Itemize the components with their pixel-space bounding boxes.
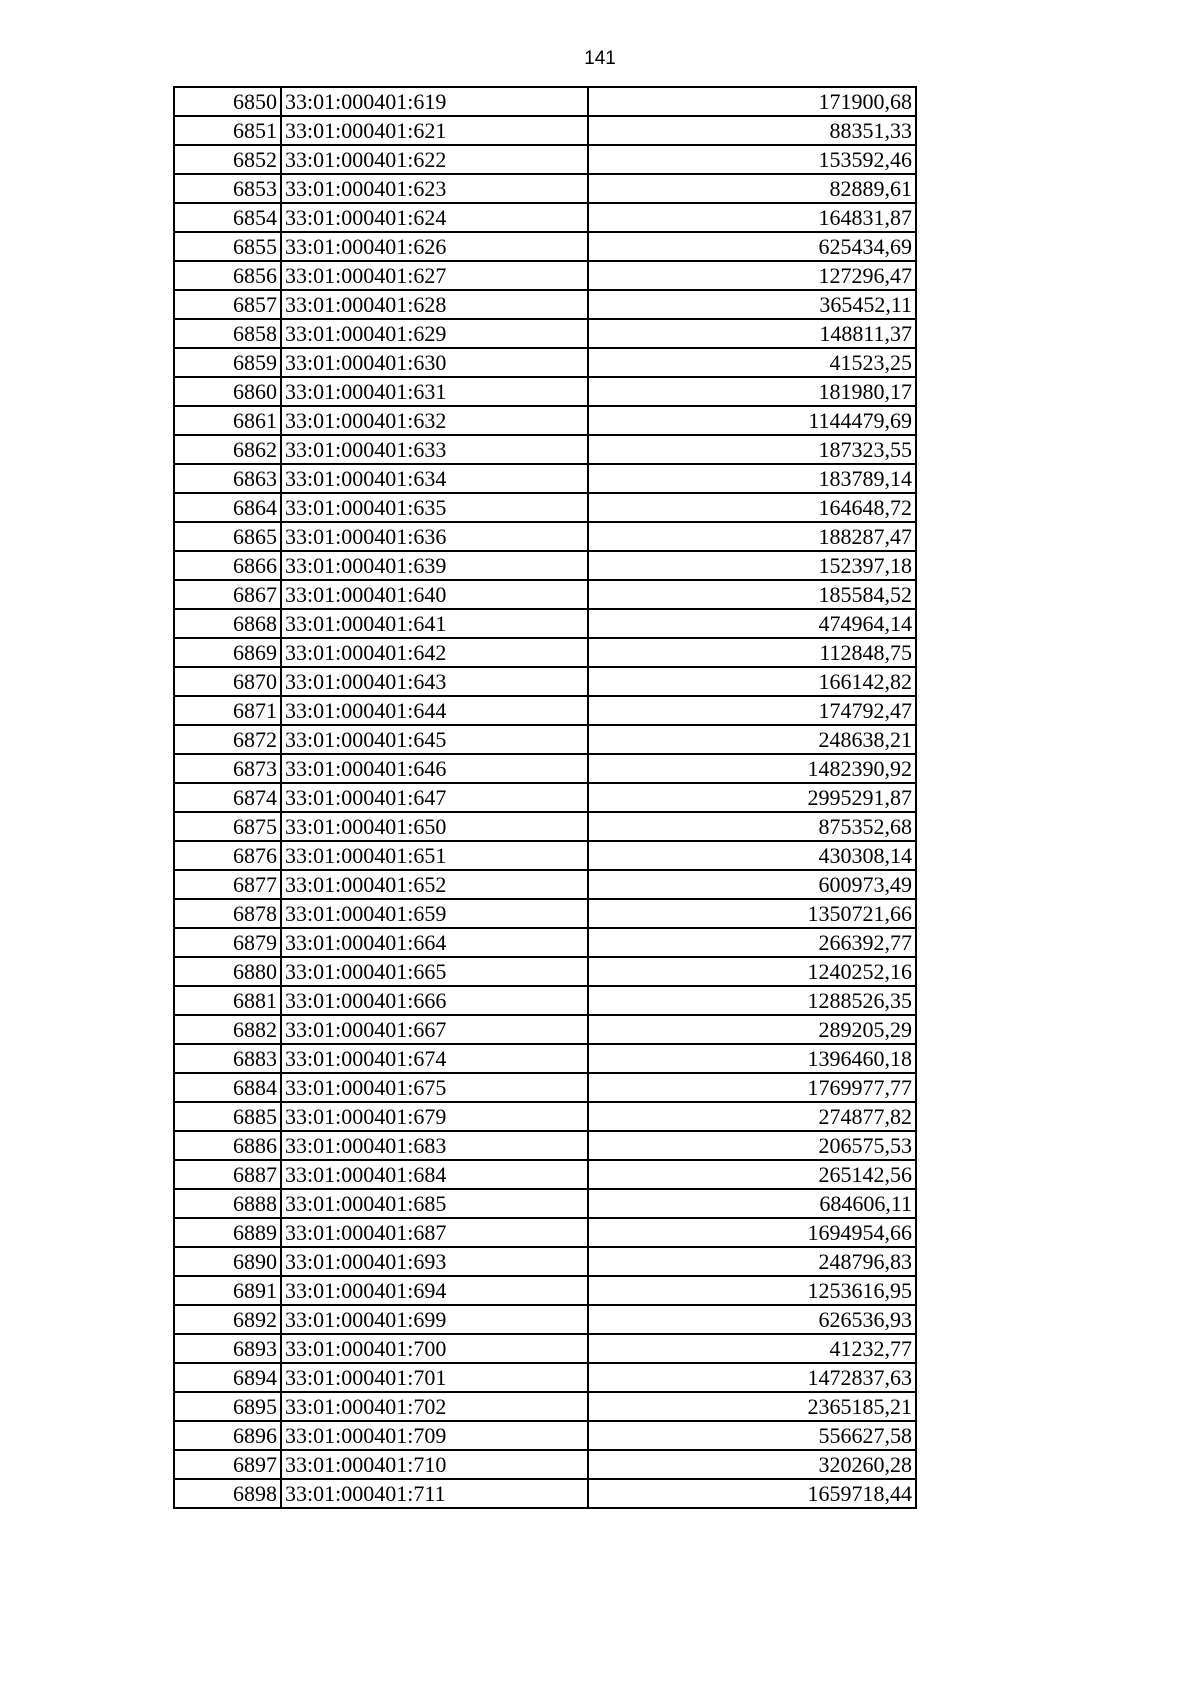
row-number-cell: 6860 — [174, 377, 281, 406]
table-row — [174, 522, 916, 551]
row-number-cell: 6872 — [174, 725, 281, 754]
row-number-cell: 6863 — [174, 464, 281, 493]
cadastral-value-cell: 1694954,66 — [588, 1218, 916, 1247]
table-row — [174, 87, 916, 116]
table-row — [174, 1218, 916, 1247]
cadastral-number-cell: 33:01:000401:701 — [281, 1363, 588, 1392]
cadastral-value-cell: 1472837,63 — [588, 1363, 916, 1392]
table-row — [174, 1392, 916, 1421]
table-row — [174, 986, 916, 1015]
cadastral-value-cell: 1659718,44 — [588, 1479, 916, 1508]
row-number-cell: 6886 — [174, 1131, 281, 1160]
cadastral-number-cell: 33:01:000401:699 — [281, 1305, 588, 1334]
row-number-cell: 6852 — [174, 145, 281, 174]
cadastral-number-cell: 33:01:000401:702 — [281, 1392, 588, 1421]
cadastral-number-cell: 33:01:000401:634 — [281, 464, 588, 493]
table-row — [174, 1102, 916, 1131]
cadastral-number-cell: 33:01:000401:621 — [281, 116, 588, 145]
cadastral-number-cell: 33:01:000401:675 — [281, 1073, 588, 1102]
row-number-cell: 6851 — [174, 116, 281, 145]
row-number-cell: 6881 — [174, 986, 281, 1015]
cadastral-number-cell: 33:01:000401:674 — [281, 1044, 588, 1073]
table-row — [174, 928, 916, 957]
table-row — [174, 609, 916, 638]
cadastral-number-cell: 33:01:000401:693 — [281, 1247, 588, 1276]
table-row — [174, 493, 916, 522]
row-number-cell: 6853 — [174, 174, 281, 203]
row-number-cell: 6868 — [174, 609, 281, 638]
cadastral-number-cell: 33:01:000401:622 — [281, 145, 588, 174]
cadastral-value-cell: 88351,33 — [588, 116, 916, 145]
table-row — [174, 1450, 916, 1479]
cadastral-number-cell: 33:01:000401:636 — [281, 522, 588, 551]
table-row — [174, 667, 916, 696]
cadastral-value-cell: 164831,87 — [588, 203, 916, 232]
cadastral-number-cell: 33:01:000401:632 — [281, 406, 588, 435]
cadastral-number-cell: 33:01:000401:626 — [281, 232, 588, 261]
row-number-cell: 6896 — [174, 1421, 281, 1450]
table-row — [174, 319, 916, 348]
cadastral-value-cell: 1396460,18 — [588, 1044, 916, 1073]
table-row — [174, 174, 916, 203]
row-number-cell: 6861 — [174, 406, 281, 435]
row-number-cell: 6859 — [174, 348, 281, 377]
cadastral-number-cell: 33:01:000401:666 — [281, 986, 588, 1015]
row-number-cell: 6873 — [174, 754, 281, 783]
table-row — [174, 551, 916, 580]
cadastral-value-table — [173, 86, 917, 1509]
cadastral-value-cell: 148811,37 — [588, 319, 916, 348]
cadastral-value-cell: 112848,75 — [588, 638, 916, 667]
table-row — [174, 116, 916, 145]
cadastral-number-cell: 33:01:000401:687 — [281, 1218, 588, 1247]
cadastral-value-cell: 274877,82 — [588, 1102, 916, 1131]
table-row — [174, 725, 916, 754]
table-row — [174, 1073, 916, 1102]
row-number-cell: 6890 — [174, 1247, 281, 1276]
cadastral-number-cell: 33:01:000401:659 — [281, 899, 588, 928]
cadastral-number-cell: 33:01:000401:700 — [281, 1334, 588, 1363]
cadastral-number-cell: 33:01:000401:667 — [281, 1015, 588, 1044]
cadastral-value-cell: 185584,52 — [588, 580, 916, 609]
table-row — [174, 580, 916, 609]
table-row — [174, 464, 916, 493]
row-number-cell: 6855 — [174, 232, 281, 261]
cadastral-number-cell: 33:01:000401:628 — [281, 290, 588, 319]
table-row — [174, 754, 916, 783]
cadastral-value-cell: 153592,46 — [588, 145, 916, 174]
cadastral-number-cell: 33:01:000401:665 — [281, 957, 588, 986]
cadastral-number-cell: 33:01:000401:679 — [281, 1102, 588, 1131]
cadastral-value-cell: 187323,55 — [588, 435, 916, 464]
cadastral-number-cell: 33:01:000401:619 — [281, 87, 588, 116]
table-row — [174, 1247, 916, 1276]
table-row — [174, 812, 916, 841]
cadastral-value-cell: 1240252,16 — [588, 957, 916, 986]
cadastral-value-cell: 600973,49 — [588, 870, 916, 899]
table-row — [174, 1189, 916, 1218]
cadastral-number-cell: 33:01:000401:641 — [281, 609, 588, 638]
table-row — [174, 406, 916, 435]
cadastral-number-cell: 33:01:000401:630 — [281, 348, 588, 377]
cadastral-value-cell: 265142,56 — [588, 1160, 916, 1189]
cadastral-number-cell: 33:01:000401:642 — [281, 638, 588, 667]
row-number-cell: 6887 — [174, 1160, 281, 1189]
cadastral-value-cell: 2995291,87 — [588, 783, 916, 812]
cadastral-number-cell: 33:01:000401:639 — [281, 551, 588, 580]
cadastral-number-cell: 33:01:000401:629 — [281, 319, 588, 348]
row-number-cell: 6893 — [174, 1334, 281, 1363]
table-row — [174, 1479, 916, 1508]
row-number-cell: 6866 — [174, 551, 281, 580]
row-number-cell: 6854 — [174, 203, 281, 232]
row-number-cell: 6867 — [174, 580, 281, 609]
table-row — [174, 232, 916, 261]
cadastral-number-cell: 33:01:000401:710 — [281, 1450, 588, 1479]
row-number-cell: 6888 — [174, 1189, 281, 1218]
cadastral-value-cell: 82889,61 — [588, 174, 916, 203]
cadastral-value-cell: 1144479,69 — [588, 406, 916, 435]
row-number-cell: 6870 — [174, 667, 281, 696]
table-row — [174, 261, 916, 290]
row-number-cell: 6869 — [174, 638, 281, 667]
cadastral-value-cell: 1288526,35 — [588, 986, 916, 1015]
cadastral-value-cell: 174792,47 — [588, 696, 916, 725]
table-row — [174, 1305, 916, 1334]
cadastral-value-cell: 625434,69 — [588, 232, 916, 261]
cadastral-value-cell: 164648,72 — [588, 493, 916, 522]
row-number-cell: 6882 — [174, 1015, 281, 1044]
row-number-cell: 6892 — [174, 1305, 281, 1334]
row-number-cell: 6895 — [174, 1392, 281, 1421]
cadastral-value-cell: 166142,82 — [588, 667, 916, 696]
table-row — [174, 638, 916, 667]
row-number-cell: 6856 — [174, 261, 281, 290]
table-row — [174, 696, 916, 725]
row-number-cell: 6858 — [174, 319, 281, 348]
row-number-cell: 6877 — [174, 870, 281, 899]
cadastral-number-cell: 33:01:000401:645 — [281, 725, 588, 754]
row-number-cell: 6885 — [174, 1102, 281, 1131]
cadastral-value-cell: 2365185,21 — [588, 1392, 916, 1421]
cadastral-number-cell: 33:01:000401:709 — [281, 1421, 588, 1450]
cadastral-number-cell: 33:01:000401:694 — [281, 1276, 588, 1305]
cadastral-value-cell: 1769977,77 — [588, 1073, 916, 1102]
cadastral-value-cell: 1253616,95 — [588, 1276, 916, 1305]
cadastral-number-cell: 33:01:000401:650 — [281, 812, 588, 841]
table-row — [174, 203, 916, 232]
cadastral-number-cell: 33:01:000401:631 — [281, 377, 588, 406]
cadastral-number-cell: 33:01:000401:685 — [281, 1189, 588, 1218]
cadastral-number-cell: 33:01:000401:643 — [281, 667, 588, 696]
cadastral-value-cell: 430308,14 — [588, 841, 916, 870]
row-number-cell: 6862 — [174, 435, 281, 464]
cadastral-value-cell: 41232,77 — [588, 1334, 916, 1363]
row-number-cell: 6898 — [174, 1479, 281, 1508]
table-row — [174, 957, 916, 986]
cadastral-value-cell: 171900,68 — [588, 87, 916, 116]
row-number-cell: 6884 — [174, 1073, 281, 1102]
table-row — [174, 1421, 916, 1450]
cadastral-value-cell: 188287,47 — [588, 522, 916, 551]
row-number-cell: 6883 — [174, 1044, 281, 1073]
row-number-cell: 6864 — [174, 493, 281, 522]
table-row — [174, 377, 916, 406]
cadastral-number-cell: 33:01:000401:627 — [281, 261, 588, 290]
cadastral-number-cell: 33:01:000401:623 — [281, 174, 588, 203]
row-number-cell: 6879 — [174, 928, 281, 957]
cadastral-number-cell: 33:01:000401:664 — [281, 928, 588, 957]
row-number-cell: 6857 — [174, 290, 281, 319]
cadastral-value-cell: 41523,25 — [588, 348, 916, 377]
table-row — [174, 783, 916, 812]
cadastral-value-cell: 626536,93 — [588, 1305, 916, 1334]
table-row — [174, 870, 916, 899]
row-number-cell: 6874 — [174, 783, 281, 812]
table-row — [174, 1276, 916, 1305]
table-row — [174, 348, 916, 377]
cadastral-value-cell: 556627,58 — [588, 1421, 916, 1450]
cadastral-value-cell: 127296,47 — [588, 261, 916, 290]
cadastral-value-cell: 289205,29 — [588, 1015, 916, 1044]
table-row — [174, 435, 916, 464]
cadastral-value-cell: 248796,83 — [588, 1247, 916, 1276]
table-body — [174, 87, 916, 1508]
cadastral-value-cell: 1350721,66 — [588, 899, 916, 928]
cadastral-number-cell: 33:01:000401:651 — [281, 841, 588, 870]
row-number-cell: 6894 — [174, 1363, 281, 1392]
row-number-cell: 6880 — [174, 957, 281, 986]
row-number-cell: 6878 — [174, 899, 281, 928]
cadastral-value-cell: 152397,18 — [588, 551, 916, 580]
cadastral-number-cell: 33:01:000401:684 — [281, 1160, 588, 1189]
table-row — [174, 1160, 916, 1189]
row-number-cell: 6889 — [174, 1218, 281, 1247]
row-number-cell: 6850 — [174, 87, 281, 116]
cadastral-value-cell: 248638,21 — [588, 725, 916, 754]
table-row — [174, 1131, 916, 1160]
cadastral-number-cell: 33:01:000401:646 — [281, 754, 588, 783]
table-row — [174, 899, 916, 928]
row-number-cell: 6875 — [174, 812, 281, 841]
row-number-cell: 6876 — [174, 841, 281, 870]
cadastral-value-cell: 266392,77 — [588, 928, 916, 957]
cadastral-value-cell: 183789,14 — [588, 464, 916, 493]
cadastral-number-cell: 33:01:000401:647 — [281, 783, 588, 812]
cadastral-number-cell: 33:01:000401:652 — [281, 870, 588, 899]
cadastral-number-cell: 33:01:000401:644 — [281, 696, 588, 725]
table-row — [174, 1015, 916, 1044]
cadastral-number-cell: 33:01:000401:683 — [281, 1131, 588, 1160]
cadastral-number-cell: 33:01:000401:633 — [281, 435, 588, 464]
row-number-cell: 6891 — [174, 1276, 281, 1305]
table-row — [174, 1334, 916, 1363]
cadastral-value-cell: 1482390,92 — [588, 754, 916, 783]
cadastral-value-cell: 206575,53 — [588, 1131, 916, 1160]
table-row — [174, 290, 916, 319]
table-row — [174, 145, 916, 174]
page-number: 141 — [584, 48, 616, 69]
cadastral-value-cell: 181980,17 — [588, 377, 916, 406]
cadastral-value-cell: 875352,68 — [588, 812, 916, 841]
table-row — [174, 841, 916, 870]
row-number-cell: 6871 — [174, 696, 281, 725]
cadastral-number-cell: 33:01:000401:711 — [281, 1479, 588, 1508]
cadastral-value-cell: 365452,11 — [588, 290, 916, 319]
row-number-cell: 6897 — [174, 1450, 281, 1479]
cadastral-number-cell: 33:01:000401:635 — [281, 493, 588, 522]
row-number-cell: 6865 — [174, 522, 281, 551]
table-row — [174, 1044, 916, 1073]
cadastral-value-cell: 320260,28 — [588, 1450, 916, 1479]
cadastral-value-cell: 474964,14 — [588, 609, 916, 638]
cadastral-value-cell: 684606,11 — [588, 1189, 916, 1218]
table-row — [174, 1363, 916, 1392]
cadastral-number-cell: 33:01:000401:624 — [281, 203, 588, 232]
cadastral-number-cell: 33:01:000401:640 — [281, 580, 588, 609]
